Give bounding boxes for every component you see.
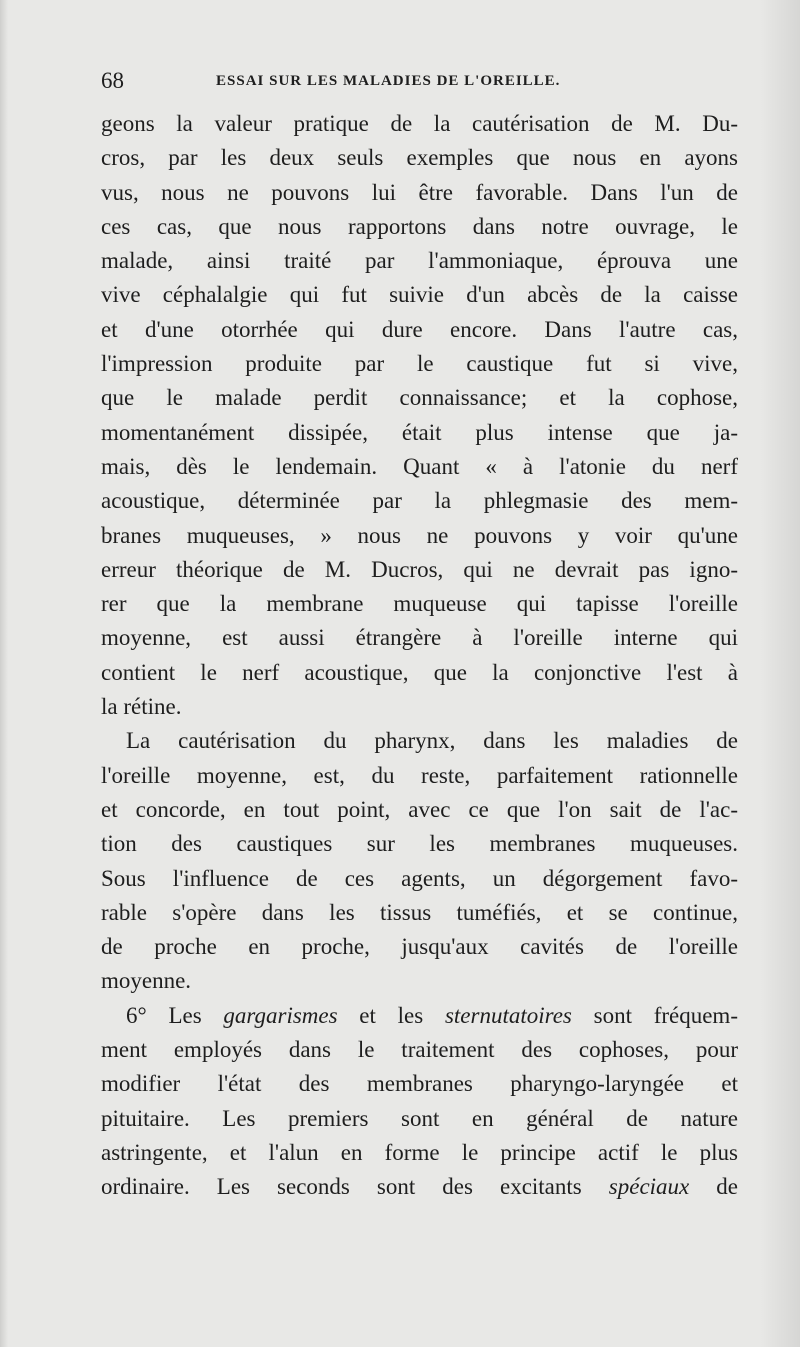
text-line: geons la valeur pratique de la cautérisation de M. Du-: [101, 111, 738, 136]
text-line: de proche en proche, jusqu'aux cavités de l'oreille: [101, 934, 738, 960]
text-line: rable s'opère dans les tissus tuméfiés, et se continue,: [101, 899, 738, 925]
text-line: momentanément dissipée, était plus intense que ja-: [101, 419, 738, 445]
text-run: sont fréquem-: [571, 1002, 738, 1028]
text-line: rer que la membrane muqueuse qui tapisse l'oreille: [101, 591, 738, 617]
page-number: 68: [101, 68, 124, 93]
text-run: 6° Les: [126, 1002, 224, 1028]
text-line: erreur théorique de M. Ducros, qui ne devrait pas igno-: [101, 556, 738, 582]
text-run: de: [689, 1174, 738, 1200]
text-line: ment employés dans le traitement des cophoses, pour: [101, 1037, 738, 1063]
text-line: [101, 1170, 738, 1204]
running-title: ESSAI SUR LES MALADIES DE L'OREILLE.: [216, 73, 561, 89]
text-line: moyenne, est aussi étrangère à l'oreille interne qui: [101, 625, 738, 651]
text-line: acoustique, déterminée par la phlegmasie des mem-: [101, 488, 738, 514]
text-line: et d'une otorrhée qui dure encore. Dans l'autre cas,: [101, 316, 738, 342]
text-run: et les: [337, 1002, 445, 1028]
text-line: contient le nerf acoustique, que la conjonctive l'est à: [101, 659, 738, 685]
text-line: pituitaire. Les premiers sont en général de nature: [101, 1105, 738, 1131]
text-line: modifier l'état des membranes pharyngo-laryngée et: [101, 1071, 738, 1097]
text-line: astringente, et l'alun en forme le principe actif le plus: [101, 1139, 738, 1165]
text-line: cros, par les deux seuls exemples que nous en ayons: [101, 145, 738, 171]
text-line: branes muqueuses, » nous ne pouvons y voir qu'une: [101, 522, 738, 548]
text-line: moyenne.: [101, 968, 192, 994]
text-line: tion des caustiques sur les membranes muqueuses.: [101, 831, 738, 857]
italic-term: spéciaux: [608, 1174, 690, 1200]
text-line: mais, dès le lendemain. Quant « à l'atonie du nerf: [101, 453, 738, 479]
running-head: [101, 64, 741, 98]
text-line: ces cas, que nous rapportons dans notre ouvrage, le: [101, 213, 738, 239]
italic-term: gargarismes: [223, 1002, 338, 1028]
text-line: l'oreille moyenne, est, du reste, parfaitement rationnelle: [101, 762, 738, 788]
text-run: ordinaire. Les seconds sont des excitants: [101, 1174, 609, 1200]
text-line: La cautérisation du pharynx, dans les maladies de: [126, 728, 738, 754]
text-line: l'impression produite par le caustique fut si vive,: [101, 351, 738, 377]
text-line: vus, nous ne pouvons lui être favorable. Dans l'un de: [101, 179, 738, 205]
text-line: vive céphalalgie qui fut suivie d'un abcès de la caisse: [101, 282, 738, 308]
text-line: que le malade perdit connaissance; et la cophose,: [101, 385, 738, 411]
text-line: [101, 999, 738, 1033]
text-line: la rétine.: [101, 694, 182, 720]
text-line: et concorde, en tout point, avec ce que l'on sait de l'ac-: [101, 796, 738, 822]
body-text: [101, 107, 738, 1205]
text-line: Sous l'influence de ces agents, un dégorgement favo-: [101, 865, 738, 891]
text-line: malade, ainsi traité par l'ammoniaque, éprouva une: [101, 248, 738, 274]
italic-term: sternutatoires: [444, 1002, 572, 1028]
